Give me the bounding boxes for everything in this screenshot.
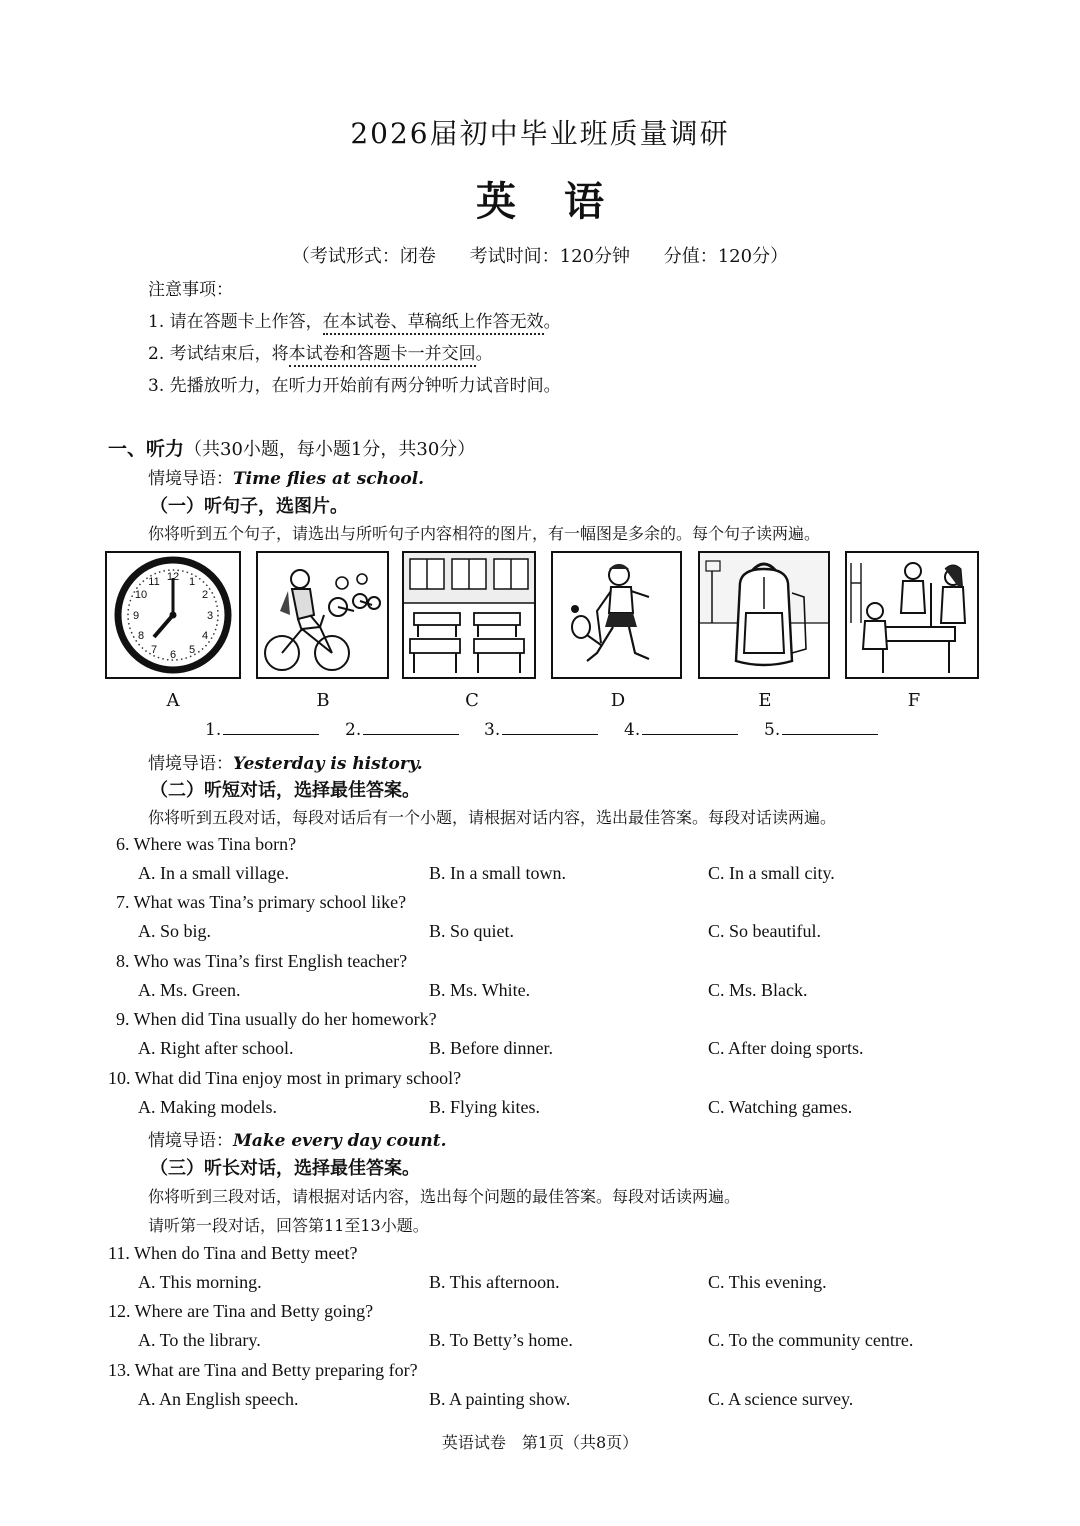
- picture-e-backpack: [698, 551, 830, 679]
- q12-option-b[interactable]: B. To Betty’s home.: [429, 1330, 573, 1350]
- part-3-heading: （三）听长对话，选择最佳答案。: [150, 1158, 420, 1179]
- picture-letter-d: D: [610, 690, 626, 711]
- answer-blank-5-num: 5.: [764, 720, 781, 740]
- svg-text:6: 6: [169, 649, 177, 661]
- question-13: 13. What are Tina and Betty preparing for?: [108, 1360, 418, 1380]
- note-2-emphasis: 本试卷和答题卡一并交回: [289, 344, 476, 367]
- q9-option-c[interactable]: C. After doing sports.: [708, 1038, 864, 1058]
- answer-blank-4[interactable]: [624, 718, 738, 740]
- note-2: [148, 339, 493, 364]
- svg-text:1: 1: [188, 576, 196, 588]
- q8-option-b[interactable]: B. Ms. White.: [429, 980, 531, 1000]
- classroom-icon: [404, 553, 534, 677]
- answer-blank-2-num: 2.: [345, 720, 362, 740]
- guide-3: [148, 1126, 447, 1151]
- subject-char-1: 英: [476, 178, 516, 225]
- q13-option-a[interactable]: A. An English speech.: [138, 1389, 299, 1409]
- exam-time: 考试时间：120分钟: [469, 246, 630, 267]
- q8-option-a[interactable]: A. Ms. Green.: [138, 980, 241, 1000]
- svg-text:8: 8: [137, 630, 145, 642]
- part-1-heading: （一）听句子，选图片。: [150, 496, 348, 517]
- section-1-title: 一、听力: [108, 438, 185, 460]
- svg-text:4: 4: [201, 630, 209, 642]
- guide-1-text: Time flies at school.: [233, 469, 425, 489]
- picture-b-cycling: [256, 551, 389, 679]
- svg-text:11: 11: [148, 576, 160, 588]
- picture-letter-c: C: [465, 690, 479, 711]
- svg-text:5: 5: [188, 644, 196, 656]
- answer-blank-4-num: 4.: [624, 720, 641, 740]
- exam-score: 分值：120分）: [663, 246, 789, 267]
- question-6: 6. Where was Tina born?: [116, 834, 297, 854]
- q7-option-a[interactable]: A. So big.: [138, 921, 212, 941]
- answer-blank-1[interactable]: [205, 718, 319, 740]
- part-2-heading: （二）听短对话，选择最佳答案。: [150, 780, 420, 801]
- picture-letter-a: A: [166, 690, 180, 711]
- q7-option-c[interactable]: C. So beautiful.: [708, 921, 821, 941]
- answer-blank-3[interactable]: [484, 718, 598, 740]
- note-2-text: 2. 考试结束后，将: [148, 344, 289, 364]
- question-12: 12. Where are Tina and Betty going?: [108, 1301, 374, 1321]
- page-footer: 英语试卷 第1页（共8页）: [441, 1433, 639, 1452]
- q9-option-b[interactable]: B. Before dinner.: [429, 1038, 553, 1058]
- svg-text:9: 9: [132, 610, 140, 622]
- tennis-player-icon: [553, 553, 680, 677]
- q6-option-a[interactable]: A. In a small village.: [138, 863, 289, 883]
- q8-option-c[interactable]: C. Ms. Black.: [708, 980, 808, 1000]
- svg-text:12: 12: [166, 571, 180, 583]
- exam-meta: [0, 242, 1080, 268]
- q11-option-c[interactable]: C. This evening.: [708, 1272, 827, 1292]
- svg-text:7: 7: [150, 644, 158, 656]
- answer-blank-2[interactable]: [345, 718, 459, 740]
- q10-option-a[interactable]: A. Making models.: [138, 1097, 277, 1117]
- picture-letter-e: E: [758, 690, 772, 711]
- note-1-emphasis: 在本试卷、草稿纸上作答无效: [323, 312, 544, 335]
- q6-option-b[interactable]: B. In a small town.: [429, 863, 566, 883]
- guide-1-label: 情境导语：: [148, 469, 233, 489]
- answer-blank-3-num: 3.: [484, 720, 501, 740]
- guide-2-label: 情境导语：: [148, 754, 233, 774]
- exam-title: 2026届初中毕业班质量调研: [350, 117, 730, 150]
- subject-title: [0, 170, 1080, 227]
- note-2-end: 。: [475, 344, 493, 364]
- subject-char-2: 语: [564, 178, 604, 225]
- svg-text:2: 2: [201, 589, 209, 601]
- guide-2: [148, 749, 423, 774]
- note-1-text: 1. 请在答题卡上作答，: [148, 312, 323, 332]
- part-3-instruction: 你将听到三段对话，请根据对话内容，选出每个问题的最佳答案。每段对话读两遍。: [148, 1187, 741, 1206]
- question-11: 11. When do Tina and Betty meet?: [108, 1243, 358, 1263]
- picture-letter-f: F: [907, 690, 921, 711]
- note-1-end: 。: [543, 312, 561, 332]
- exam-format: （考试形式：闭卷: [291, 246, 436, 267]
- picture-d-tennis: [551, 551, 682, 679]
- backpack-icon: [700, 553, 828, 677]
- q9-option-a[interactable]: A. Right after school.: [138, 1038, 294, 1058]
- question-7: 7. What was Tina’s primary school like?: [116, 892, 407, 912]
- science-lab-icon: [847, 553, 977, 677]
- q6-option-c[interactable]: C. In a small city.: [708, 863, 835, 883]
- q11-option-a[interactable]: A. This morning.: [138, 1272, 262, 1292]
- guide-3-text: Make every day count.: [233, 1131, 447, 1151]
- question-10: 10. What did Tina enjoy most in primary school?: [108, 1068, 462, 1088]
- section-1-info: （共30小题，每小题1分，共30分）: [184, 439, 476, 460]
- picture-a-clock: [105, 551, 241, 679]
- q10-option-b[interactable]: B. Flying kites.: [429, 1097, 541, 1117]
- q11-option-b[interactable]: B. This afternoon.: [429, 1272, 560, 1292]
- q7-option-b[interactable]: B. So quiet.: [429, 921, 515, 941]
- clock-icon: [107, 553, 239, 677]
- section-1-heading: [108, 434, 475, 461]
- picture-letter-b: B: [316, 690, 330, 711]
- question-9: 9. When did Tina usually do her homework?: [116, 1009, 437, 1029]
- notes-heading: 注意事项：: [148, 280, 233, 300]
- q13-option-c[interactable]: C. A science survey.: [708, 1389, 854, 1409]
- bicycle-icon: [258, 553, 387, 677]
- answer-blank-5[interactable]: [764, 718, 878, 740]
- question-8: 8. Who was Tina’s first English teacher?: [116, 951, 408, 971]
- note-3: 3. 先播放听力，在听力开始前有两分钟听力试音时间。: [148, 376, 561, 396]
- picture-c-classroom: [402, 551, 536, 679]
- note-1: [148, 307, 561, 332]
- guide-2-text: Yesterday is history.: [233, 754, 423, 774]
- part-2-instruction: 你将听到五段对话，每段对话后有一个小题，请根据对话内容，选出最佳答案。每段对话读两遍。: [148, 808, 837, 827]
- q10-option-c[interactable]: C. Watching games.: [708, 1097, 853, 1117]
- q12-option-c[interactable]: C. To the community centre.: [708, 1330, 914, 1350]
- svg-text:10: 10: [134, 589, 148, 601]
- q12-option-a[interactable]: A. To the library.: [138, 1330, 261, 1350]
- guide-3-label: 情境导语：: [148, 1131, 233, 1151]
- answer-blank-1-num: 1.: [205, 720, 222, 740]
- guide-1: [148, 464, 424, 489]
- svg-text:3: 3: [206, 610, 214, 622]
- q13-option-b[interactable]: B. A painting show.: [429, 1389, 571, 1409]
- picture-f-lab: [845, 551, 979, 679]
- part-3-subinstruction: 请听第一段对话，回答第11至13小题。: [148, 1216, 429, 1235]
- part-1-instruction: 你将听到五个句子，请选出与所听句子内容相符的图片，有一幅图是多余的。每个句子读两遍。: [148, 524, 821, 543]
